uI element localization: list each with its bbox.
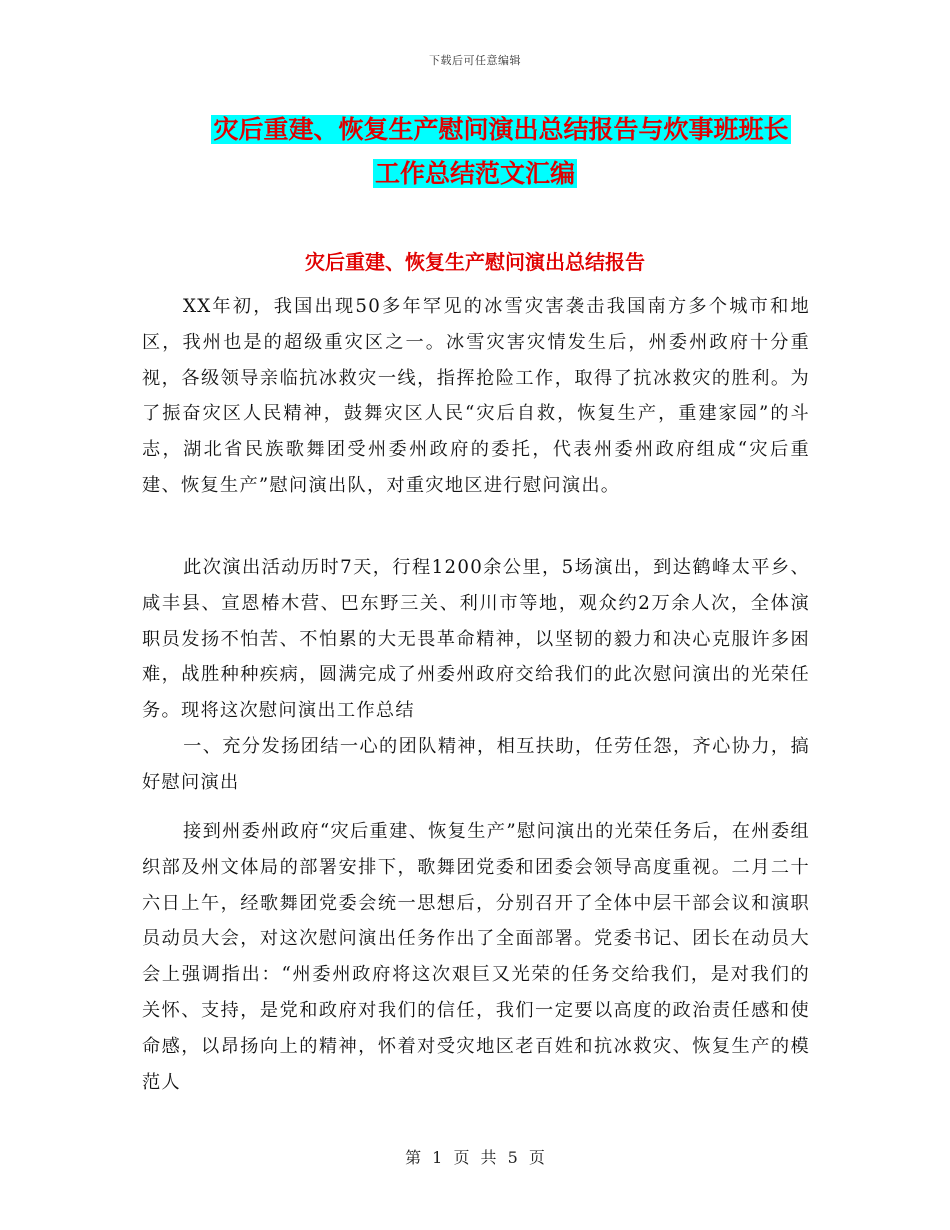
section-title: 灾后重建、恢复生产慰问演出总结报告 xyxy=(305,250,645,274)
paragraph-text: 此次演出活动历时7天，行程1200余公里，5场演出，到达鹤峰太平乡、咸丰县、宣恩椿木营、巴东野三关、利川市等地，观众约2万余人次，全体演职员发扬不怕苦、不怕累的大无畏革命精神，以坚韧的毅力和决心克服许多困难，战胜种种疾病，圆满完成了州委州政府交给我们的此次慰问演出的光荣任务。现将这次慰问演出工作总结 xyxy=(142,557,810,722)
body-paragraph-3-heading xyxy=(142,729,810,801)
body-paragraph-4 xyxy=(142,814,810,1100)
paragraph-text: 接到州委州政府“灾后重建、恢复生产”慰问演出的光荣任务后，在州委组织部及州文体局的部署安排下，歌舞团党委和团委会领导高度重视。二月二十六日上午，经歌舞团党委会统一思想后，分别召开了全体中层干部会议和演职员动员大会，对这次慰问演出任务作出了全面部署。党委书记、团长在动员大会上强调指出：“州委州政府将这次艰巨又光荣的任务交给我们，是对我们的关怀、支持，是党和政府对我们的信任，我们一定要以高度的政治责任感和使命感，以昂扬向上的精神，怀着对受灾地区老百姓和抗冰救灾、恢复生产的模范人 xyxy=(142,821,810,1093)
document-title-text-2: 工作总结范文汇编 xyxy=(374,159,575,188)
page-footer: 第 1 页 共 5 页 xyxy=(405,1148,545,1167)
body-paragraph-1 xyxy=(142,289,810,504)
body-paragraph-2 xyxy=(142,550,810,729)
document-title-text-1: 灾后重建、恢复生产慰问演出总结报告与炊事班班长 xyxy=(213,115,789,144)
document-title-line-2 xyxy=(0,154,950,194)
paragraph-text: XX年初，我国出现50多年罕见的冰雪灾害袭击我国南方多个城市和地区，我州也是的超级重灾区之一。冰雪灾害灾情发生后，州委州政府十分重视，各级领导亲临抗冰救灾一线，指挥抢险工作，取得了抗冰救灾的胜利。为了振奋灾区人民精神，鼓舞灾区人民“灾后自救，恢复生产，重建家园”的斗志，湖北省民族歌舞团受州委州政府的委托，代表州委州政府组成“灾后重建、恢复生产”慰问演出队，对重灾地区进行慰问演出。 xyxy=(142,296,810,496)
document-title-line-1 xyxy=(26,110,950,150)
page-header-note: 下载后可任意编辑 xyxy=(429,54,521,67)
paragraph-text: 一、充分发扬团结一心的团队精神，相互扶助，任劳任怨，齐心协力，搞好慰问演出 xyxy=(142,736,810,793)
